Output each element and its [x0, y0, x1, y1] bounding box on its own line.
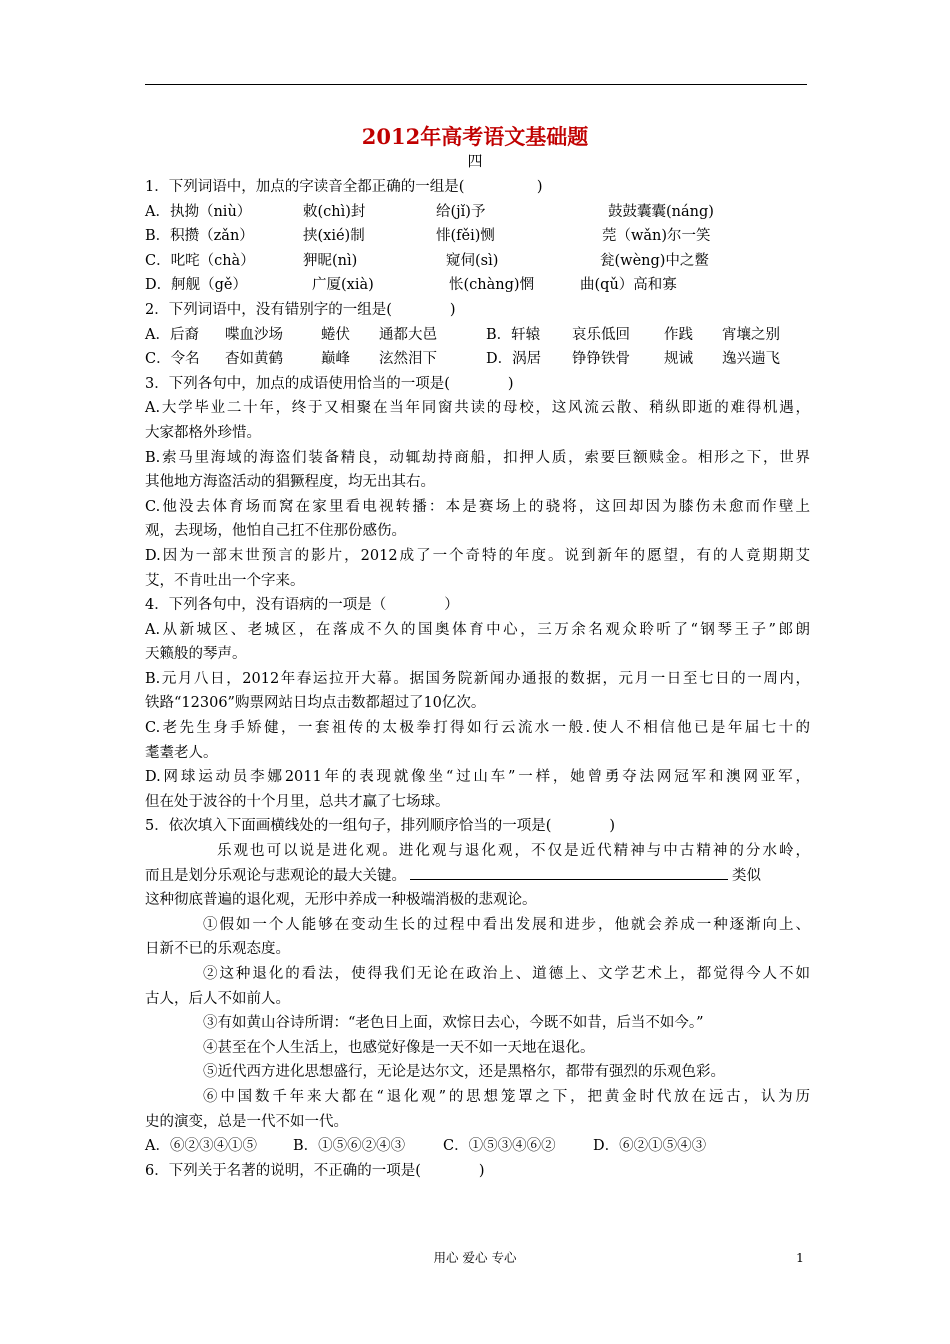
q1-a-4: 鼓鼓囊囊(náng): [608, 203, 714, 220]
q5-passage-line2-tail: 类似: [732, 867, 761, 884]
q1-option-a: [145, 200, 810, 225]
q4-option-a-line1: A.从新城区、老城区，在落成不久的国奥体育中心，三万余名观众聆听了“钢琴王子”郎朗: [145, 621, 810, 638]
q1-b-4: 莞（wǎn)尔一笑: [602, 228, 711, 245]
q5-option-b: B．①⑤⑥②④③: [293, 1138, 406, 1155]
q5-sentence-1-line1: ①假如一个人能够在变动生长的过程中看出发展和进步，他就会养成一种逐渐向上、: [203, 916, 810, 933]
q3-option-b-line2: 其他地方海盗活动的猖獗程度，均无出其右。: [145, 474, 435, 491]
q1-c-3: 窥伺(sì): [446, 252, 499, 269]
q2-b-3: 作践: [664, 326, 693, 343]
q5-option-d: D．⑥②①⑤④③: [593, 1138, 707, 1155]
q3-option-d-line2: 艾，不肯吐出一个字来。: [145, 572, 305, 589]
q1-a-1: A．执拗（niù）: [145, 203, 252, 220]
page-footer: 用心 爱心 专心: [433, 1250, 517, 1265]
q1-c-1: C．叱咤（chà）: [145, 252, 255, 269]
q2-a-2: 喋血沙场: [225, 326, 283, 343]
q1-a-3: 给(jǐ)予: [436, 203, 486, 220]
q1-b-2: 挟(xié)制: [303, 228, 365, 245]
header-rule: [145, 84, 807, 85]
q5-option-a: A．⑥②③④①⑤: [145, 1138, 257, 1155]
q1-d-1: D．舸舰（gě）: [145, 277, 247, 294]
q2-d-4: 逸兴遄飞: [722, 351, 780, 368]
q5-sentence-1-line2: 日新不已的乐观态度。: [145, 941, 290, 958]
q3-option-c-line2: 观，去现场，他怕自己扛不住那份感伤。: [145, 523, 406, 540]
q5-sentence-6-line2: 史的演变，总是一代不如一代。: [145, 1113, 348, 1130]
q1-c-2: 狎昵(nì): [303, 252, 358, 269]
document-subtitle: 四: [467, 152, 483, 170]
q1-c-4: 瓮(wèng)中之鳖: [600, 252, 709, 269]
page-number: 1: [796, 1250, 804, 1265]
q1-option-b: [145, 224, 810, 249]
q3-option-c-line1: C.他没去体育场而窝在家里看电视转播：本是赛场上的骁将，这回却因为膝伤未愈而作壁上: [145, 498, 810, 515]
q2-a-3: 蜷伏: [321, 326, 350, 343]
q1-b-3: 悱(fěi)恻: [436, 228, 495, 245]
q5-sentence-6-line1: ⑥中国数千年来大都在“退化观”的思想笼罩之下，把黄金时代放在远古，认为历: [203, 1088, 810, 1105]
q5-fill-blank: [410, 865, 728, 880]
q4-option-c-line2: 耄耋老人。: [145, 744, 218, 761]
q2-b-2: 哀乐低回: [572, 326, 630, 343]
q4-option-c-line1: C.老先生身手矫健，一套祖传的太极拳打得如行云流水一般.使人不相信他已是年届七十的: [145, 720, 810, 737]
q5-sentence-2-line1: ②这种退化的看法，使得我们无论在政治上、道德上、文学艺术上，都觉得今人不如: [203, 966, 810, 982]
q2-options-ab: [145, 323, 810, 348]
q2-stem: 2．下列词语中，没有错别字的一组是( ): [145, 301, 456, 318]
q3-option-a-line1: A.大学毕业二十年，终于又相聚在当年同窗共读的母校，这风流云散、稍纵即逝的难得机遇，: [145, 400, 810, 417]
q5-passage-line2: [145, 864, 810, 889]
q4-stem: 4．下列各句中，没有语病的一项是（ ）: [145, 597, 459, 614]
q4-option-d-line2: 但在处于波谷的十个月里，总共才赢了七场球。: [145, 793, 450, 810]
q1-option-c: [145, 249, 810, 274]
q5-option-c: C．①⑤③④⑥②: [443, 1138, 556, 1155]
q5-sentence-2-line2: 古人，后人不如前人。: [145, 990, 290, 1007]
q2-c-2: 杳如黄鹤: [225, 351, 283, 368]
q1-stem: 1．下列词语中，加点的字读音全都正确的一组是( ): [145, 179, 543, 195]
q3-option-b-line1: B.索马里海域的海盗们装备精良，动辄劫持商船，扣押人质，索要巨额赎金。相形之下，世界: [145, 449, 810, 466]
q5-sentence-5: ⑤近代西方进化思想盛行，无论是达尔文，还是黑格尔，都带有强烈的乐观色彩。: [203, 1064, 725, 1081]
q1-d-2: 广厦(xià): [312, 277, 374, 294]
document-body: [145, 175, 810, 1183]
q2-d-1: D．涡居: [486, 351, 542, 368]
q2-d-3: 规诫: [664, 351, 693, 368]
q5-sentence-3: ③有如黄山谷诗所谓：“老色日上面，欢悰日去心，今既不如昔，后当不如今。”: [203, 1015, 704, 1032]
q3-stem: 3．下列各句中，加点的成语使用恰当的一项是( ): [145, 375, 514, 392]
q1-d-4: 曲(qǔ）高和寡: [580, 277, 677, 294]
q1-b-1: B．积攒（zǎn）: [145, 228, 254, 245]
q3-option-a-line2: 大家都格外珍惜。: [145, 424, 261, 441]
q2-b-4: 宵壤之别: [722, 326, 780, 343]
q4-option-d-line1: D.网球运动员李娜2011年的表现就像坐“过山车”一样，她曾勇夺法网冠军和澳网亚军，: [145, 769, 810, 786]
q2-d-2: 铮铮铁骨: [572, 351, 630, 368]
q2-b-1: B．轩辕: [486, 326, 541, 343]
q5-sentence-4: ④甚至在个人生活上，也感觉好像是一天不如一天地在退化。: [203, 1039, 595, 1056]
q5-passage-line2-text: 而且是划分乐观论与悲观论的最大关键。: [145, 867, 406, 884]
q3-option-d-line1: D.因为一部末世预言的影片，2012成了一个奇特的年度。说到新年的愿望，有的人竟期期艾: [145, 547, 810, 564]
q5-passage-line3: 这种彻底普遍的退化观，无形中养成一种极端消极的悲观论。: [145, 892, 537, 909]
q5-stem: 5．依次填入下面画横线处的一组句子，排列顺序恰当的一项是( ): [145, 818, 616, 835]
q2-options-cd: [145, 347, 810, 372]
q5-options: [145, 1134, 810, 1159]
q1-option-d: [145, 273, 810, 298]
q2-c-1: C．令名: [145, 351, 200, 368]
q2-c-4: 泫然泪下: [379, 351, 437, 368]
q1-d-3: 怅(chàng)惘: [449, 277, 535, 294]
q4-option-a-line2: 天籁般的琴声。: [145, 646, 247, 663]
q2-a-1: A．后裔: [145, 326, 199, 343]
q5-passage-line1: 乐观也可以说是进化观。进化观与退化观，不仅是近代精神与中古精神的分水岭，: [217, 843, 810, 860]
q4-option-b-line1: B.元月八日，2012年春运拉开大幕。据国务院新闻办通报的数据，元月一日至七日的一周内，: [145, 670, 810, 687]
q6-stem: 6．下列关于名著的说明，不正确的一项是( ): [145, 1162, 485, 1179]
q2-c-3: 巅峰: [321, 351, 350, 368]
document-title: 2012年高考语文基础题: [361, 124, 589, 149]
q1-a-2: 敕(chì)封: [303, 203, 366, 220]
q2-a-4: 通都大邑: [379, 326, 437, 343]
q4-option-b-line2: 铁路“12306”购票网站日均点击数都超过了10亿次。: [145, 695, 486, 712]
